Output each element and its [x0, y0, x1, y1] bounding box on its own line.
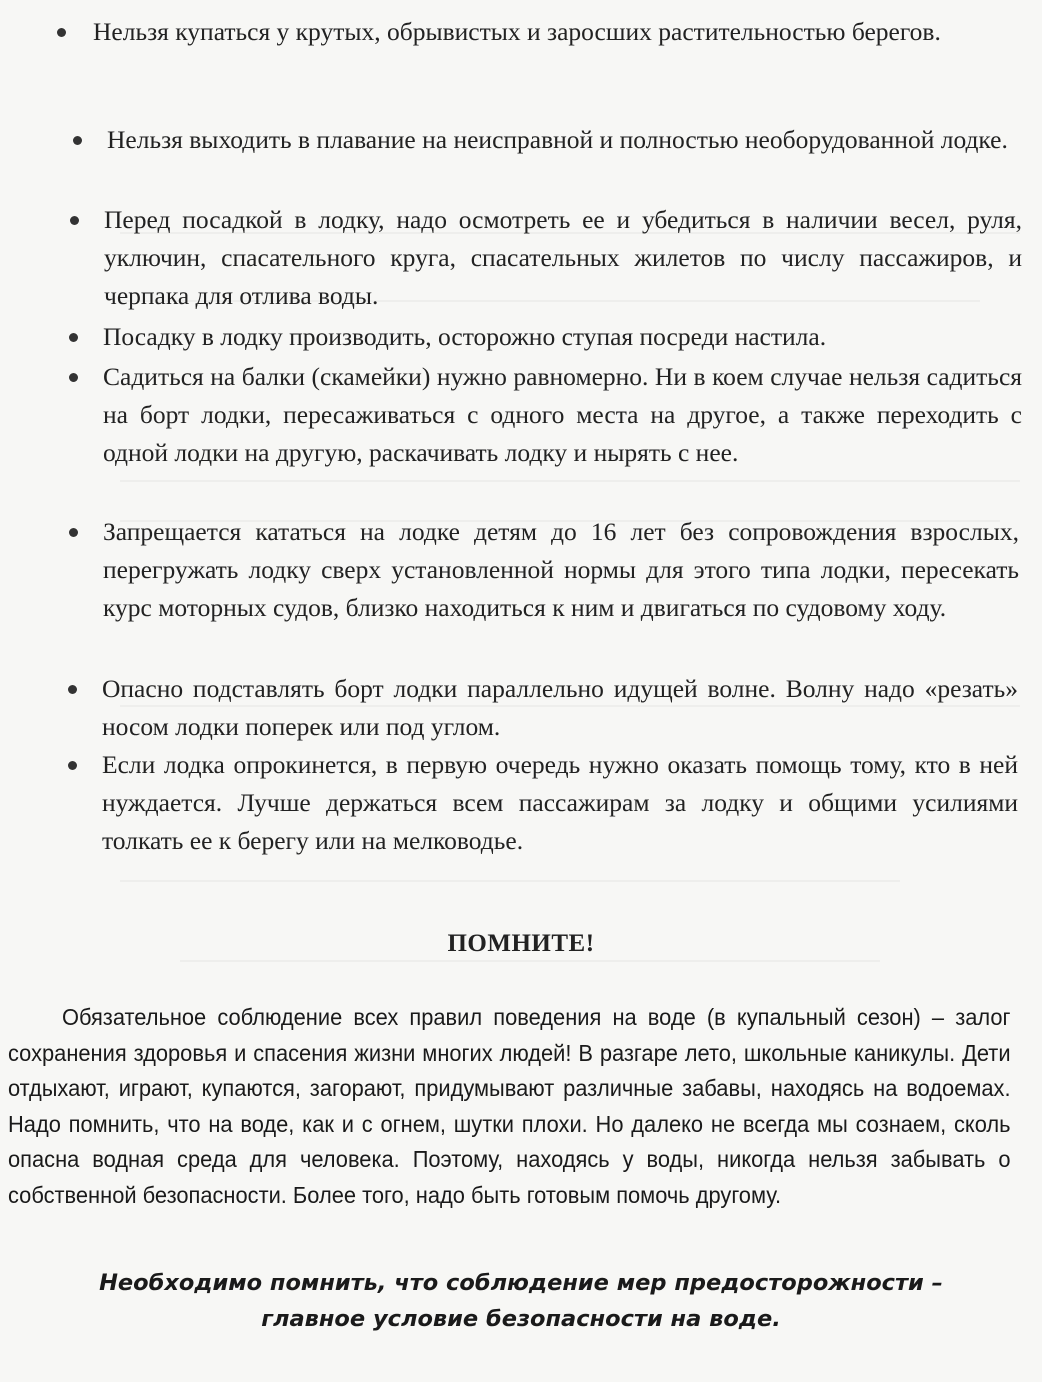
- list-item: [103, 358, 1022, 472]
- list-item: [93, 13, 1023, 51]
- list-item: [102, 746, 1018, 860]
- list-item-text: Опасно подставлять борт лодки параллельно идущей волне. Волну надо «резать» носом лодки поперек или под углом.: [102, 674, 1018, 741]
- bullet-icon: [69, 528, 78, 537]
- list-item-text: Перед посадкой в лодку, надо осмотреть ее и убедиться в наличии весел, руля, уключин, спасательного круга, спасательных жилетов по числу пассажиров, и черпака для отлива воды.: [104, 205, 1022, 310]
- list-item-text: Посадку в лодку производить, осторожно ступая посреди настила.: [103, 322, 827, 351]
- remember-heading: ПОМНИТЕ!: [447, 930, 595, 957]
- bullet-icon: [68, 685, 77, 694]
- list-item: [104, 201, 1022, 315]
- list-item: [103, 318, 1022, 356]
- list-item-text: Садиться на балки (скамейки) нужно равномерно. Ни в коем случае нельзя садиться на борт лодки, пересаживаться с одного места на другое, а также переходить с одной лодки на другую, раскачивать лодку и нырять с нее.: [103, 362, 1022, 467]
- bullet-icon: [73, 136, 82, 145]
- list-item: [103, 513, 1019, 627]
- list-item-text: Если лодка опрокинется, в первую очередь нужно оказать помощь тому, кто в ней нуждается. Лучше держаться всем пассажирам за лодку и общими усилиями толкать ее к берегу или на мелководье.: [102, 750, 1018, 855]
- bullet-icon: [57, 28, 66, 37]
- bullet-icon: [70, 216, 79, 225]
- bullet-icon: [69, 333, 78, 342]
- list-item-text: Запрещается кататься на лодке детям до 16 лет без сопровождения взрослых, перегружать лодку сверх установленной нормы для этого типа лодки, пересекать курс моторных судов, близко находиться к ним и двигаться по судовому ходу.: [103, 517, 1019, 622]
- closing-statement: [0, 1265, 1042, 1337]
- bullet-icon: [68, 761, 77, 770]
- closing-line-1: Необходимо помнить, что соблюдение мер предосторожности –: [99, 1270, 943, 1296]
- bullet-icon: [69, 373, 78, 382]
- warning-paragraph: Обязательное соблюдение всех правил поведения на воде (в купальный сезон) – залог сохранения здоровья и спасения жизни многих людей! В разгаре лето, школьные каникулы. Дети отдыхают, играют, купаются, загорают, придумывают различные забавы, находясь на водоемах. Надо помнить, что на воде, как и с огнем, шутки плохи. Но далеко не всегда мы сознаем, сколь опасна водная среда для человека. Поэтому, находясь у воды, никогда нельзя забывать о собственной безопасности. Более того, надо быть готовым помочь другому.: [8, 1004, 1011, 1208]
- list-item-text: Нельзя купаться у крутых, обрывистых и заросших растительностью берегов.: [93, 17, 941, 46]
- list-item: [107, 121, 1023, 159]
- list-item-text: Нельзя выходить в плавание на неисправной и полностью необорудованной лодке.: [107, 125, 1008, 154]
- list-item: [102, 670, 1018, 746]
- closing-line-2: главное условие безопасности на воде.: [261, 1306, 781, 1332]
